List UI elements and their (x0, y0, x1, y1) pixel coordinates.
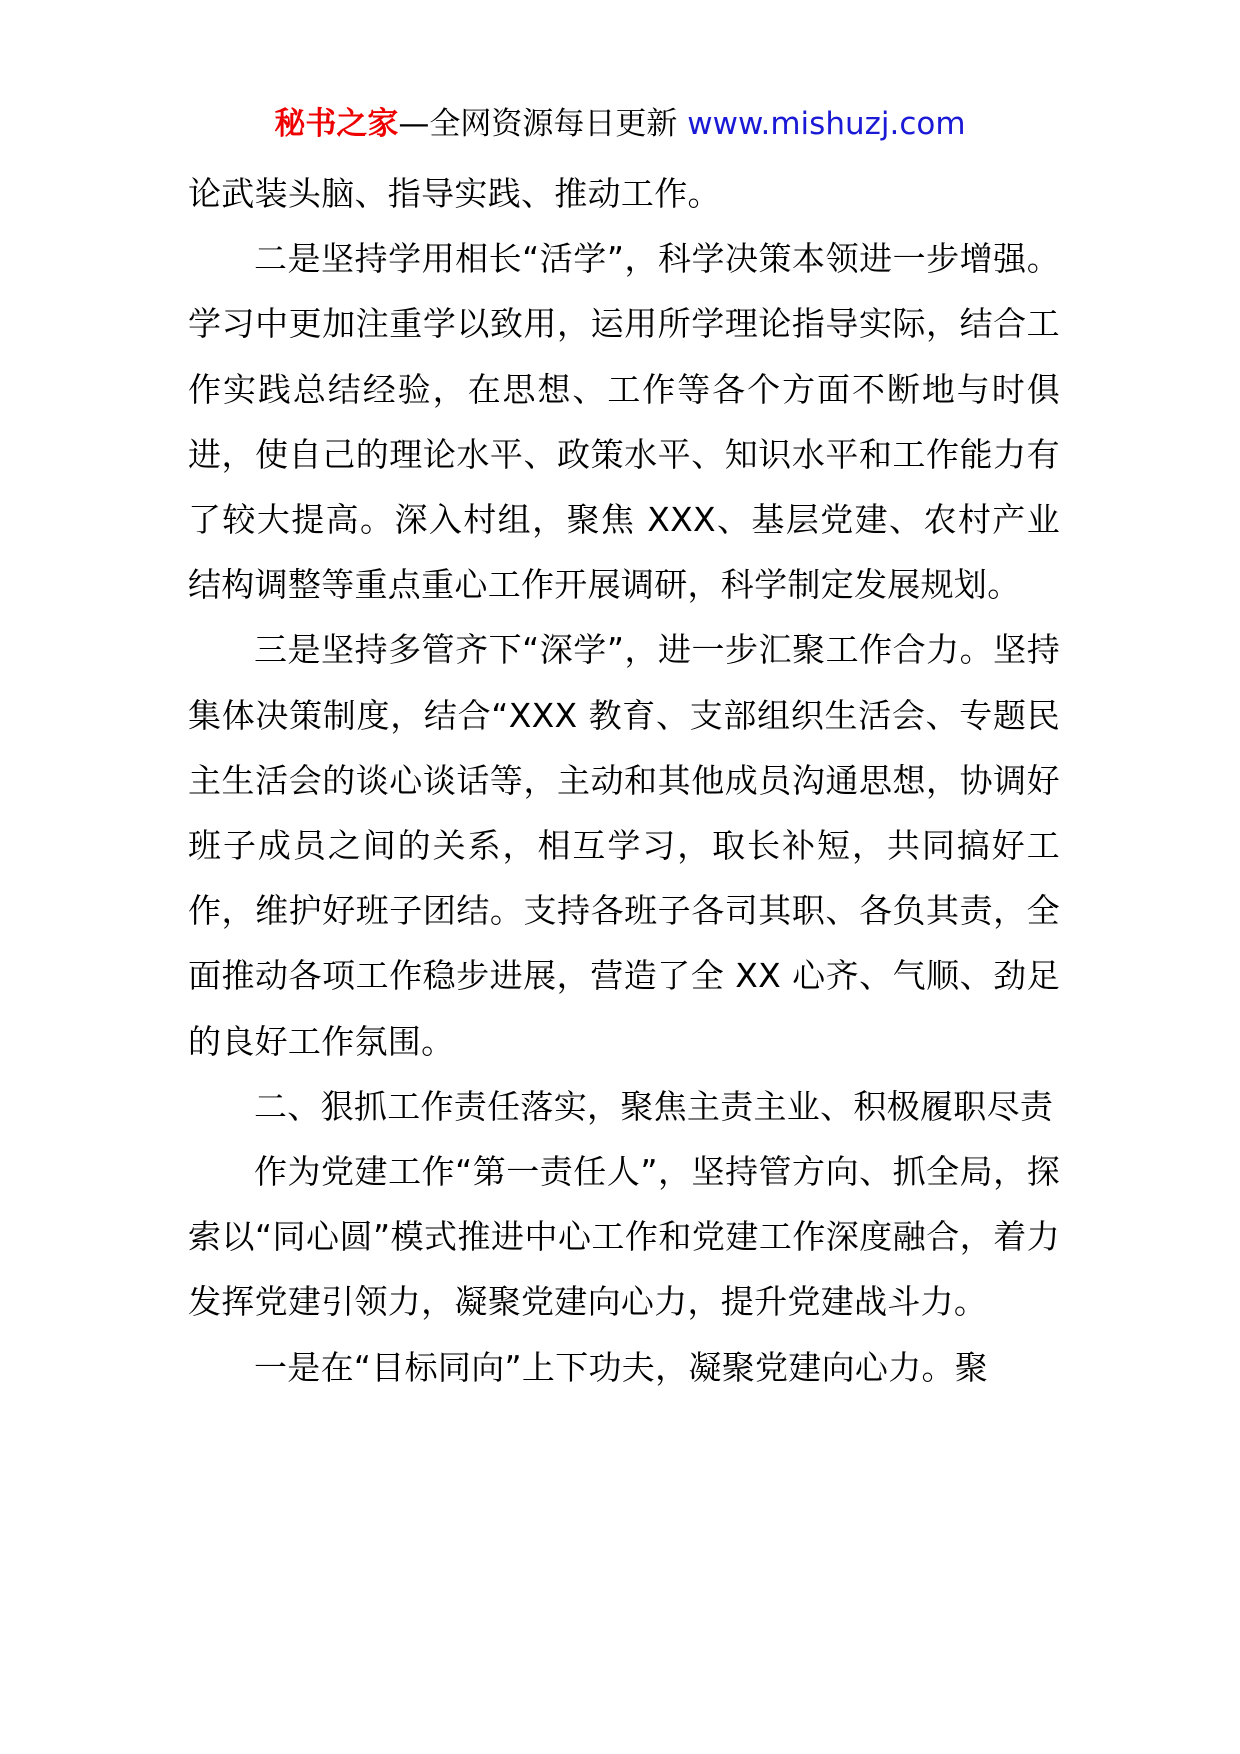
site-slogan: —全网资源每日更新 (398, 106, 688, 142)
paragraph: 一是在“目标同向”上下功夫，凝聚党建向心力。聚 (254, 1347, 989, 1387)
site-brand: 秘书之家 (274, 106, 399, 142)
paragraph: 三是坚持多管齐下“深学”，进一步汇聚工作合力。坚持集体决策制度，结合“XXX 教育、支部组织生活会、专题民主生活会的谈心谈话等，主动和其他成员沟通思想，协调好班子成员之间的关系，相互学习，取长补短，共同搞好工作，维护好班子团结。支持各班子各司其职、各负其责，全面推动各项工作稳步进展，营造了全 XX 心齐、气顺、劲足的良好工作氛围。 (188, 630, 1060, 1061)
section-heading: 二、狠抓工作责任落实，聚焦主责主业、积极履职尽责 (254, 1086, 1054, 1126)
paragraph: 二是坚持学用相长“活学”，科学决策本领进一步增强。学习中更加注重学以致用，运用所学理论指导实际，结合工作实践总结经验，在思想、工作等各个方面不断地与时俱进，使自己的理论水平、政策水平、知识水平和工作能力有了较大提高。深入村组，聚焦 XXX、基层党建、农村产业结构调整等重点重心工作开展调研，科学制定发展规划。 (188, 239, 1060, 605)
paragraph-continuation: 论武装头脑、指导实践、推动工作。 (188, 174, 721, 213)
site-banner (0, 104, 1240, 144)
paragraph: 作为党建工作“第一责任人”，坚持管方向、抓全局，探索以“同心圆”模式推进中心工作和党建工作深度融合，着力发挥党建引领力，凝聚党建向心力，提升党建战斗力。 (188, 1152, 1060, 1322)
site-url[interactable]: www.mishuzj.com (687, 106, 966, 142)
document-body (188, 161, 1060, 1400)
